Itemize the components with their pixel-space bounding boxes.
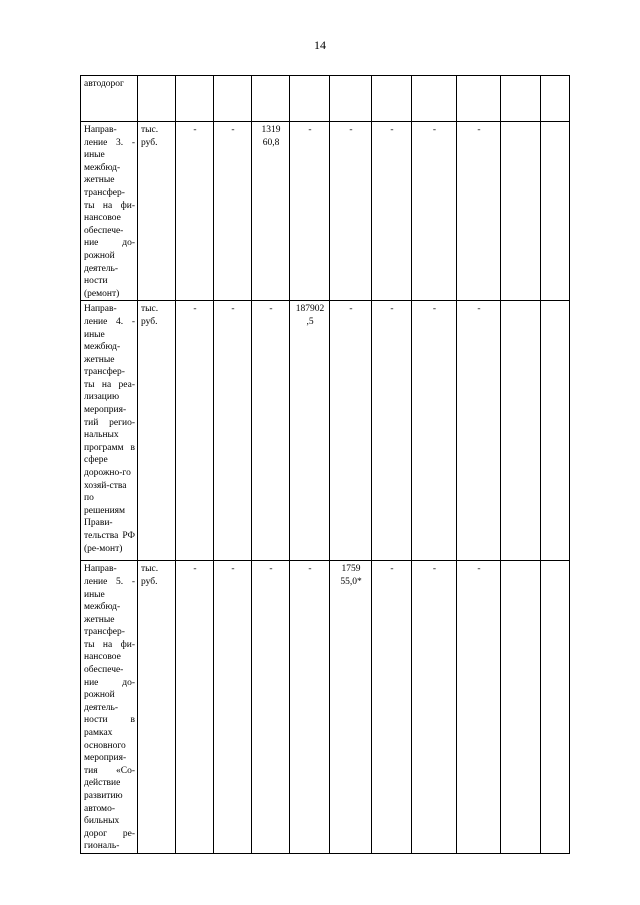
value-cell: - bbox=[457, 561, 501, 854]
value-cell bbox=[330, 76, 372, 122]
row-name-cell: Направ-ление 3. - иные межбюд-жетные трансфер-ты на фи-нансовое обеспече-ние до-рожной деятель-ности (ремонт) bbox=[81, 122, 138, 301]
value-cell bbox=[541, 76, 570, 122]
value-cell bbox=[412, 76, 457, 122]
budget-table bbox=[80, 75, 570, 854]
value-cell bbox=[214, 76, 252, 122]
row-name-cell: Направ-ление 5. - иные межбюд-жетные трансфер-ты на фи-нансовое обеспече-ние до-рожной деятель-ности в рамках основного мероприя-тия «Со-действие развитию автомо-бильных дорог ре-гиональ- bbox=[81, 561, 138, 854]
value-cell bbox=[290, 76, 330, 122]
value-cell: - bbox=[252, 301, 290, 561]
value-cell: - bbox=[412, 301, 457, 561]
table-row bbox=[81, 122, 570, 301]
value-cell bbox=[252, 76, 290, 122]
value-cell bbox=[501, 76, 541, 122]
unit-cell: тыс. руб. bbox=[138, 122, 176, 301]
value-cell: - bbox=[214, 301, 252, 561]
row-name-cell: автодорог bbox=[81, 76, 138, 122]
value-cell: - bbox=[214, 561, 252, 854]
value-cell: - bbox=[330, 122, 372, 301]
page-number: 14 bbox=[314, 38, 326, 52]
value-cell bbox=[541, 561, 570, 854]
value-cell: - bbox=[252, 561, 290, 854]
value-cell: - bbox=[176, 122, 214, 301]
value-cell: - bbox=[372, 301, 412, 561]
value-cell bbox=[501, 122, 541, 301]
value-cell: 187902 ,5 bbox=[290, 301, 330, 561]
unit-cell: тыс. руб. bbox=[138, 561, 176, 854]
row-name-cell: Направ-ление 4. - иные межбюд-жетные трансфер-ты на реа-лизацию мероприя-тий регио-нальных программ в сфере дорожно-го хозяй-ства по решениям Прави-тельства РФ (ре-монт) bbox=[81, 301, 138, 561]
value-cell: - bbox=[330, 301, 372, 561]
table-row bbox=[81, 301, 570, 561]
value-cell bbox=[457, 76, 501, 122]
value-cell: - bbox=[372, 122, 412, 301]
value-cell: - bbox=[290, 122, 330, 301]
value-cell bbox=[501, 561, 541, 854]
value-cell: - bbox=[372, 561, 412, 854]
unit-cell bbox=[138, 76, 176, 122]
value-cell bbox=[541, 122, 570, 301]
value-cell: 1759 55,0* bbox=[330, 561, 372, 854]
value-cell: - bbox=[412, 122, 457, 301]
value-cell: - bbox=[214, 122, 252, 301]
table-row bbox=[81, 561, 570, 854]
table-row bbox=[81, 76, 570, 122]
value-cell: 1319 60,8 bbox=[252, 122, 290, 301]
value-cell: - bbox=[290, 561, 330, 854]
value-cell bbox=[372, 76, 412, 122]
unit-cell: тыс. руб. bbox=[138, 301, 176, 561]
value-cell: - bbox=[176, 561, 214, 854]
value-cell bbox=[176, 76, 214, 122]
value-cell: - bbox=[412, 561, 457, 854]
value-cell bbox=[541, 301, 570, 561]
value-cell: - bbox=[457, 301, 501, 561]
value-cell: - bbox=[457, 122, 501, 301]
value-cell bbox=[501, 301, 541, 561]
value-cell: - bbox=[176, 301, 214, 561]
